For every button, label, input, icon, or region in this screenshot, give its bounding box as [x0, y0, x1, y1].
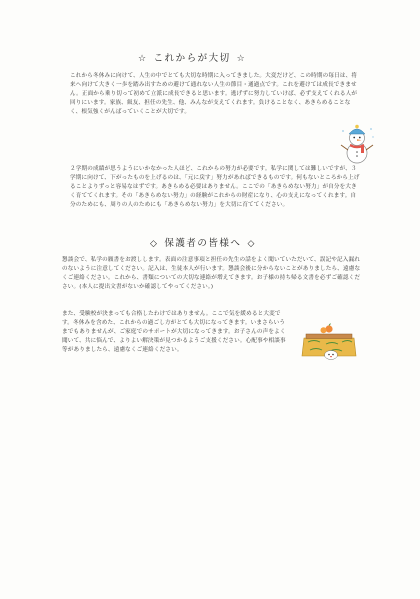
kotatsu-illustration: [300, 318, 358, 362]
paragraph-winter-break: これから冬休みに向けて、人生の中でとても大切な時期に入ってきました。大変だけど、この時期の毎日は、将来へ向けて大きく一歩を踏み出すための避けて通れない人生の節目・通過点です。これを避けては成長できません。正面から乗り切って初めて立派に成長できると思います。逃げずに努力していけば、必ず支えてくれる人が回りにいます。家族、級友、担任の先生、他、みんなが支えてくれます。負けることなく、あきらめることなく、根気強くがんばっていくことが大切です。: [70, 73, 358, 115]
star-icon: ☆: [138, 54, 148, 64]
diamond-icon: ◇: [150, 239, 159, 249]
section-title-text: 保護者の皆様へ: [164, 238, 242, 249]
section-title-text: これからが大切: [153, 53, 231, 64]
snowman-illustration: [338, 123, 376, 165]
paragraph-family-support: また、受験校が決まっても合格したわけではありません。ここで気を緩めると大変です。冬休みを含めた、これからの過ごし方がとても大切になってきます。いまさらいうまでもありませんが、ご家庭でのサポートが大切になってきます。お子さんの声をよく聞いて、共に悩んで、よりよい解決策が見つかるようご支援ください。心配事や相談事等がありましたら、遠慮なくご連絡ください。: [62, 311, 286, 353]
paragraph-application-forms: 懇談会で、私学の願書をお渡しします。表面の注意事項と担任の先生の話をよく聞いていただいて、誤記や記入漏れのないように注意してください。記入は、生徒本人が行います。懇談会後に分からないことがありましたら、遠慮なくご連絡ください。これから、書類についての大切な連絡が増えてきます。お子様の持ち帰る文書を必ずご確認ください。(本人に提出文書がないか確認してやってください。): [62, 257, 361, 290]
section-heading-parents: [144, 235, 262, 249]
paragraph-effort: ２学期の成績が思うようにいかなかった人ほど、これからの努力が必要です。私学に関しては難しいですが、３学期に向けて、下がったものを上げるのは、「元に戻す」努力があればできるものです。何もないところから上げることよりずっと容易なはずです。あきらめる必要はありません。ここでの「あきらめない努力」が自分を大きく育ててくれます。その「あきらめない努力」の経験がこれからの財産になり、心の支えになってくれます。自分のためにも、周りの人のためにも「あきらめない努力」を大切に育ててください。: [70, 166, 360, 208]
diamond-icon: ◇: [247, 239, 256, 249]
star-icon: ☆: [236, 54, 247, 64]
section-heading-future: [132, 50, 252, 64]
